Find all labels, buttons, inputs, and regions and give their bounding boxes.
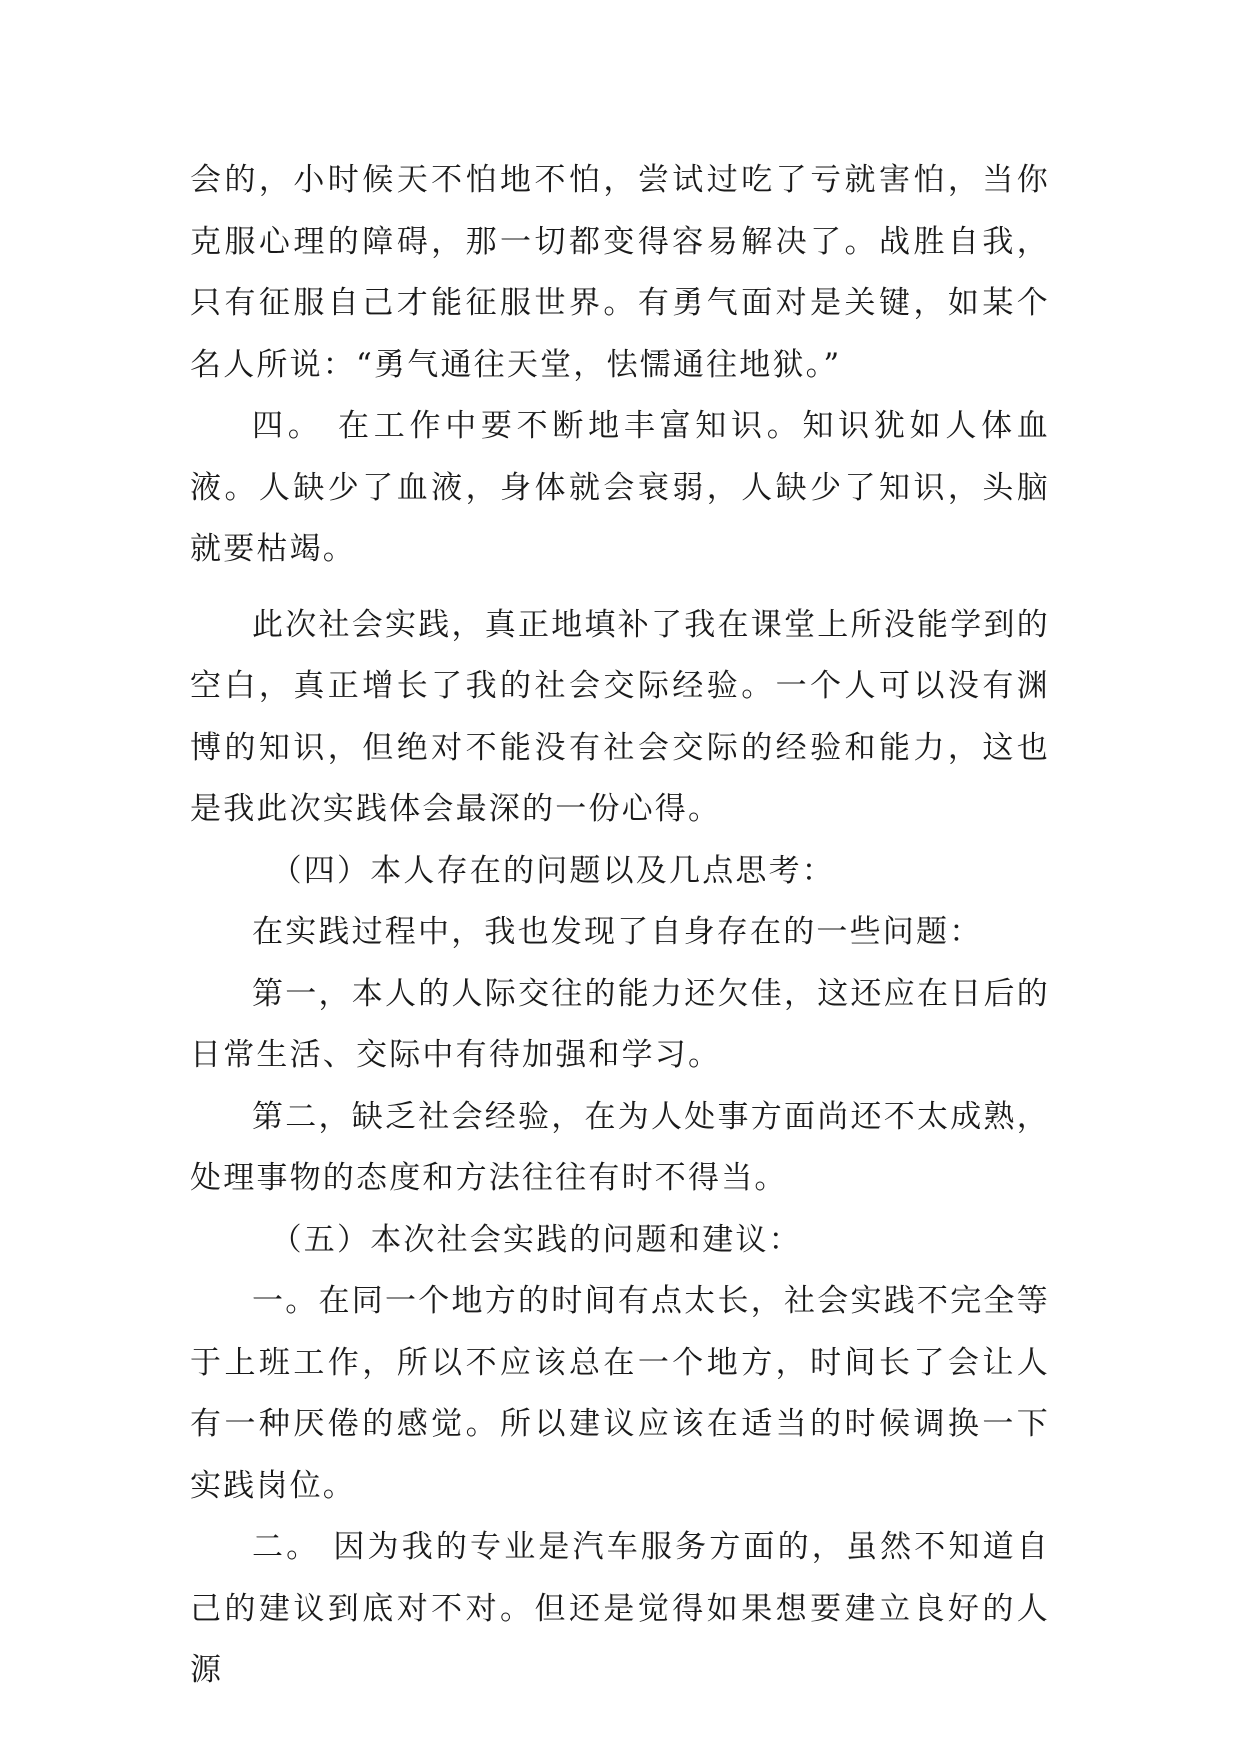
paragraph-problem-second: 第二，缺乏社会经验，在为人处事方面尚还不太成熟，处理事物的态度和方法往往有时不得当。 bbox=[190, 1098, 1050, 1196]
paragraph-suggestion-two: 二。 因为我的专业是汽车服务方面的，虽然不知道自己的建议到底对不对。但还是觉得如果想要建立良好的人源 bbox=[190, 1529, 1050, 1688]
document-body bbox=[190, 150, 1050, 1702]
paragraph-practice-summary: 此次社会实践，真正地填补了我在课堂上所没能学到的空白，真正增长了我的社会交际经验。一个人可以没有渊博的知识，但绝对不能没有社会交际的经验和能力，这也是我此次实践体会最深的一份心得。 bbox=[190, 606, 1050, 827]
paragraph-courage: 会的，小时候天不怕地不怕，尝试过吃了亏就害怕，当你克服心理的障碍，那一切都变得容易解决了。战胜自我，只有征服自己才能征服世界。有勇气面对是关键，如某个名人所说：“勇气通往天堂，怯懦通往地狱。” bbox=[190, 162, 1050, 383]
paragraph-knowledge: 四。 在工作中要不断地丰富知识。知识犹如人体血液。人缺少了血液，身体就会衰弱，人缺少了知识，头脑就要枯竭。 bbox=[190, 408, 1050, 567]
paragraph-problems-intro: 在实践过程中，我也发现了自身存在的一些问题： bbox=[252, 914, 983, 950]
section-heading-suggestions: （五）本次社会实践的问题和建议： bbox=[270, 1221, 802, 1258]
paragraph-problem-first: 第一，本人的人际交往的能力还欠佳，这还应在日后的日常生活、交际中有待加强和学习。 bbox=[190, 975, 1050, 1073]
paragraph-suggestion-one: 一。在同一个地方的时间有点太长，社会实践不完全等于上班工作，所以不应该总在一个地方，时间长了会让人有一种厌倦的感觉。所以建议应该在适当的时候调换一下实践岗位。 bbox=[190, 1283, 1050, 1504]
section-heading-problems: （四）本人存在的问题以及几点思考： bbox=[270, 852, 835, 889]
